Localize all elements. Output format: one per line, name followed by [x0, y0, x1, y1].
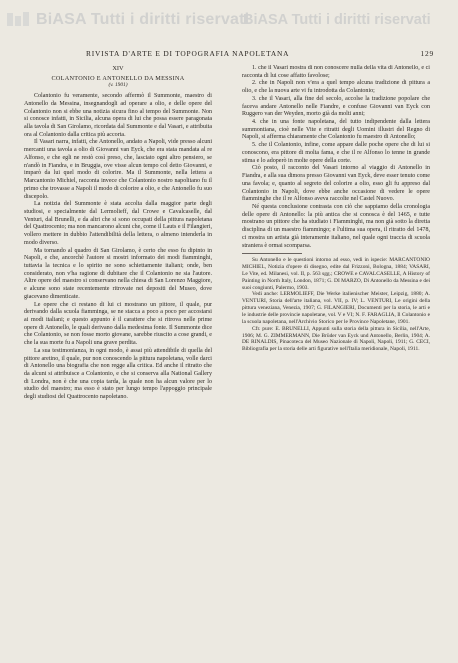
body-paragraph: Né questa conclusione contrasta con ciò che sappiamo della cronologia delle opere di Antonello: la più antica che si conosca è del 1465, e tutte mostrano un pittore che ha studiato i Fiamminghi, ma non già sotto la diretta disciplina di un maestro fiammingo; e l'ultima sua opera, il ritratto del 1478, ci mostra un artista già interamente italiano, nel quale ogni traccia di scuola straniera è ormai scomparsa.	[242, 203, 430, 249]
numbered-item: 2. che in Napoli non v'era a quel tempo alcuna tradizione di pittura a olio, e che la nuova arte vi fu introdotta da Colantonio;	[242, 80, 430, 95]
footnote: Vedi anche: LERMOLIEFF, Die Werke italienischer Meister, Leipzig, 1880; A. VENTURI, Storia dell'arte italiana, vol. VII, p. IV; L. VENTURI, Le origini della pittura veneziana, Venezia, 1907; G. FILANGIERI, Documenti per la storia, le arti e le industrie delle provincie napoletane, vol. V e VI; N. F. FARAGLIA, Il Colantonio e la scuola napoletana, nell'Archivio Storico per le Province Napoletane, 1901.	[242, 291, 430, 325]
watermark-brand: BiASA Tutti i diritti riservati	[36, 11, 250, 28]
running-header	[86, 49, 434, 61]
numbered-item: 3. che il Vasari, alla fine del secolo, accolse la tradizione popolare che faceva andare Antonello nelle Fiandre, e confuse Giovanni van Eyck con Ruggero van der Weyden, morto già da molti anni;	[242, 95, 430, 118]
body-paragraph: Ma tornando al quadro di San Girolamo, è certo che esso fu dipinto in Napoli, e che, ancorchè l'autore si mostri informato dei modi fiamminghi, tuttavia la tecnica e lo spirito ne sono schiettamente italiani; onde, ben considerato, non v'ha ragione di dubitare che il Colantonio ne sia l'autore. Altre opere del maestro si conservano nella chiesa di San Lorenzo Maggiore, e alcune sono state recentemente ritrovate nei depositi del Museo, dove giacevano dimenticate.	[24, 247, 212, 300]
article-subtitle: (v. 1901)	[108, 82, 128, 89]
watermark-notice: BiASA Tutti i diritti riservati	[243, 12, 431, 28]
footnote: Su Antonello e le questioni intorno ad esso, vedi in ispecie: MARCANTONIO MICHIEL, Notizia d'opere di disegno, edite dal Frizzoni, Bologna, 1884; VASARI, Le Vite, ed. Milanesi, vol. II, p. 563 sgg.; CROWE e CAVALCASELLE, A History of Painting in North Italy, London, 1871; G. DI MARZO, Di Antonello da Messina e dei suoi congiunti, Palermo, 1903.	[242, 257, 430, 291]
footnote: Cfr. pure: E. BRUNELLI, Appunti sulla storia della pittura in Sicilia, nell'Arte, 1906; M. G. ZIMMERMANN, Die Brüder van Eyck und Antonello, Berlin, 1904; A. DE RINALDIS, Pinacoteca del Museo Nazionale di Napoli, Napoli, 1911; G. CECI, Bibliografia per la storia delle arti figurative nell'Italia meridionale, Napoli, 1911.	[242, 325, 430, 353]
body-paragraph: Le opere che ci restano di lui ci mostrano un pittore, il quale, pur derivando dalla scuola fiamminga, se ne stacca a poco a poco per accostarsi ai modi italiani; e questo appunto è il carattere che si ritrova nelle prime opere di Antonello, le quali derivano dalla medesima fonte. Il Summonte dice che Colantonio, se non fosse morto giovane, sarebbe riuscito a cose grandi, e che la sua morte fu a Napoli una grave perdita.	[24, 301, 212, 347]
body-paragraph: Colantonio fu veramente, secondo affermò il Summonte, maestro di Antonello da Messina, insegnandogli ad operare a olio, e delle opere del Colantonio non si ebbe una notizia sicura fino al tempo del Summonte. Non si conosce infatti, in Sicilia, alcuna opera di lui che possa essere paragonata alla tavola di San Girolamo, ricordata dal Summonte e dal Vasari, e attribuita ora al Colantonio dalla critica più accorta.	[24, 93, 212, 138]
body-paragraph: La sua testimonianza, in ogni modo, è assai più attendibile di quella del pittore aretino, il quale, pur non conoscendo la pittura napoletana, volle darci di Antonello una biografia che non regge alla critica. Ed anche il ritratto che da alcuni si attribuisce a Colantonio, e che si conserva alla National Gallery di Londra, non è che una copia tarda, la quale non ha alcun valore per lo studio del maestro; ma esso è stato per lungo tempo l'appoggio principale degli studiosi del Quattrocento napoletano.	[24, 347, 212, 401]
footnotes	[242, 257, 430, 353]
right-column	[242, 65, 430, 353]
running-head-title: RIVISTA D'ARTE E DI TOPOGRAFIA NAPOLETANA	[86, 49, 290, 58]
footnote-divider	[242, 253, 302, 254]
watermark-brand-block	[6, 10, 250, 30]
article-title: COLANTONIO E ANTONELLO DA MESSINA	[51, 74, 185, 82]
section-number: XIV	[112, 65, 124, 72]
body-paragraph: Ciò posto, il racconto del Vasari intorno al viaggio di Antonello in Fiandra, e alla sua dimora presso Giovanni van Eyck, deve esser tenuto come una favola; e, quanto al segreto del colorire a olio, esso gli fu appreso dal Colantonio in Napoli, dove ebbe anche occasione di vedere le opere fiamminghe che il re Alfonso aveva raccolte nel Castel Nuovo.	[242, 165, 430, 203]
numbered-item: 4. che in una fonte napoletana, del tutto indipendente dalla lettera summontiana, cioè nelle Vite e ritratti degli Uomini illustri del Regno di Napoli, si afferma chiaramente che Colantonio fu maestro di Antonello;	[242, 119, 430, 141]
page-number: 129	[420, 49, 434, 58]
body-paragraph: Il Vasari narra, infatti, che Antonello, andato a Napoli, vide presso alcuni mercanti una tavola a olio di Giovanni van Eyck, che era stata mandata al re Alfonso, e che egli ne restò così preso, che, lasciato ogni altro pensiero, se n'andò in Fiandra, e in Bruggia, ove visse alcun tempo col detto Giovanni, e imparò da lui quel modo di colorire. Ma il Summonte, nella lettera a Marcantonio Michiel, racconta invece che Colantonio nostro napolitano fu il primo che trovasse a Napoli il modo di colorire a olio, e che Antonello fu suo discepolo.	[24, 139, 212, 200]
numbered-item: 1. che il Vasari mostra di non conoscere nulla della vita di Antonello, e ci racconta di lui cose affatto favolose;	[242, 65, 430, 79]
body-paragraph: La notizia del Summonte è stata accolta dalla maggior parte degli studiosi, e specialmente dal Lermolieff, dal Crowe e Cavalcaselle, dal Venturi, dal Brunelli, e da altri che si sono occupati della pittura napoletana del Quattrocento; ma non mancarono alcuni che, come il Lauts e il Filangieri, vollero mettere in dubbio l'attendibilità della lettera, o almeno intenderla in modo diverso.	[24, 201, 212, 246]
left-column	[24, 65, 212, 402]
numbered-item: 5. che il Colantonio, infine, come appare dalle poche opere che di lui si conoscono, era pittore di molta fama, e che il re Alfonso lo tenne in grande stima e lo adoperò in molte opere della corte.	[242, 142, 430, 164]
